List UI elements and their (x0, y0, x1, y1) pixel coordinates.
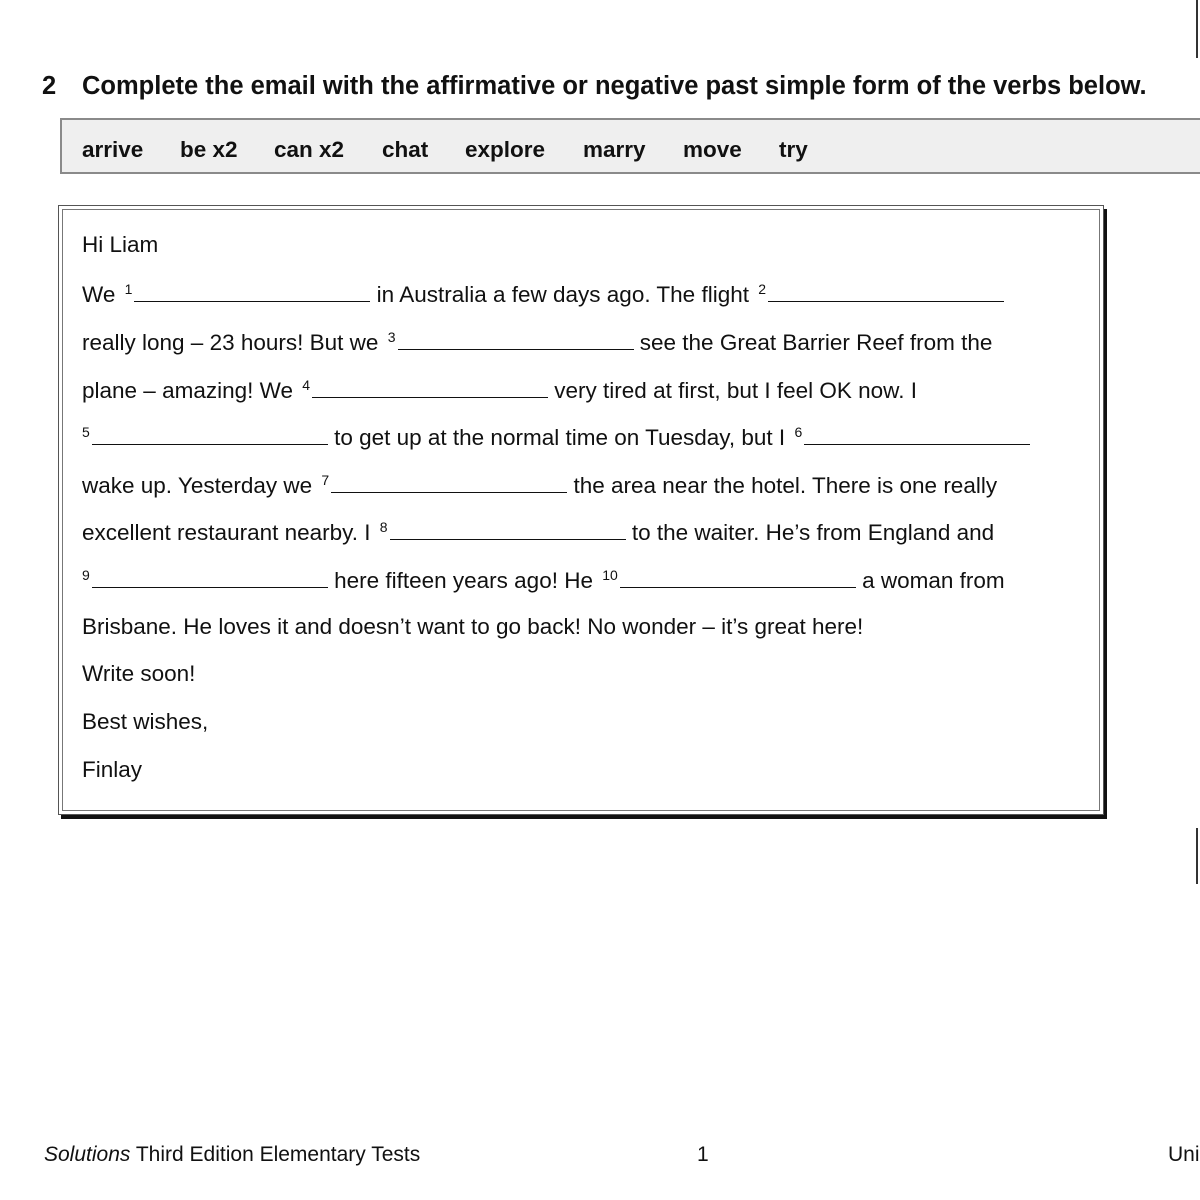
gap-number: 10 (602, 567, 618, 583)
answer-blank-9[interactable] (92, 569, 328, 588)
answer-blank-10[interactable] (620, 569, 856, 588)
answer-blank-7[interactable] (331, 474, 567, 493)
email-text: really long – 23 hours! But we (82, 330, 379, 355)
question-header (42, 72, 1147, 101)
footer-page-number: 1 (697, 1143, 709, 1166)
question-number: 2 (42, 72, 57, 100)
email-text: here fifteen years ago! He (334, 568, 593, 593)
email-line-6 (82, 520, 994, 545)
gap-number: 6 (794, 424, 803, 440)
verb-word: arrive (82, 137, 144, 162)
answer-blank-4[interactable] (312, 379, 548, 398)
answer-blank-6[interactable] (804, 426, 1030, 445)
email-text: see the Great Barrier Reef from the (639, 330, 993, 355)
gap-number: 2 (758, 281, 767, 297)
gap-number: 1 (124, 281, 133, 297)
page-edge-line-middle (1196, 828, 1198, 884)
email-line-7 (82, 568, 1005, 593)
footer-unit-label: Uni (1168, 1143, 1200, 1166)
email-text: to get up at the normal time on Tuesday, but I (334, 425, 786, 450)
email-signature: Finlay (82, 757, 143, 782)
verb-word: try (779, 137, 808, 162)
gap-number: 3 (387, 329, 396, 345)
verb-word: chat (382, 137, 429, 162)
answer-blank-3[interactable] (398, 331, 634, 350)
email-text: to the waiter. He’s from England and (631, 520, 995, 545)
email-text: We (82, 282, 116, 307)
email-line-8: Brisbane. He loves it and doesn’t want to go back! No wonder – it’s great here! (82, 614, 864, 639)
email-closing-2: Best wishes, (82, 709, 209, 734)
email-text: very tired at first, but I feel OK now. I (554, 378, 917, 403)
gap-number: 9 (82, 567, 90, 583)
answer-blank-8[interactable] (390, 521, 626, 540)
verb-word: marry (583, 137, 646, 162)
verb-word: be x2 (180, 137, 238, 162)
email-text: plane – amazing! We (82, 378, 293, 403)
email-text: excellent restaurant nearby. I (82, 520, 371, 545)
email-line-2 (82, 330, 992, 355)
gap-number: 8 (379, 519, 388, 535)
email-text: in Australia a few days ago. The flight (376, 282, 749, 307)
email-line-1 (82, 282, 1004, 307)
question-instruction: Complete the email with the affirmative or negative past simple form of the verbs below. (82, 72, 1147, 100)
email-line-4 (82, 425, 1030, 450)
answer-blank-5[interactable] (92, 426, 328, 445)
email-line-3 (82, 378, 917, 403)
answer-blank-1[interactable] (134, 283, 370, 302)
email-text: wake up. Yesterday we (82, 473, 313, 498)
verb-word: move (683, 137, 742, 162)
gap-number: 7 (321, 472, 330, 488)
email-text: a woman from (862, 568, 1005, 593)
gap-number: 5 (82, 424, 90, 440)
gap-number: 4 (302, 377, 311, 393)
verb-box (60, 118, 1200, 174)
answer-blank-2[interactable] (768, 283, 1004, 302)
email-line-5 (82, 473, 997, 498)
email-greeting: Hi Liam (82, 232, 159, 257)
footer-book-title (44, 1144, 420, 1165)
email-closing-1: Write soon! (82, 661, 196, 686)
verb-word: explore (465, 137, 546, 162)
email-text: the area near the hotel. There is one really (573, 473, 998, 498)
verb-word: can x2 (274, 137, 345, 162)
page-edge-line-top (1196, 0, 1198, 58)
footer-book-name: Solutions (44, 1143, 131, 1166)
footer-book-subtitle: Third Edition Elementary Tests (135, 1143, 421, 1166)
